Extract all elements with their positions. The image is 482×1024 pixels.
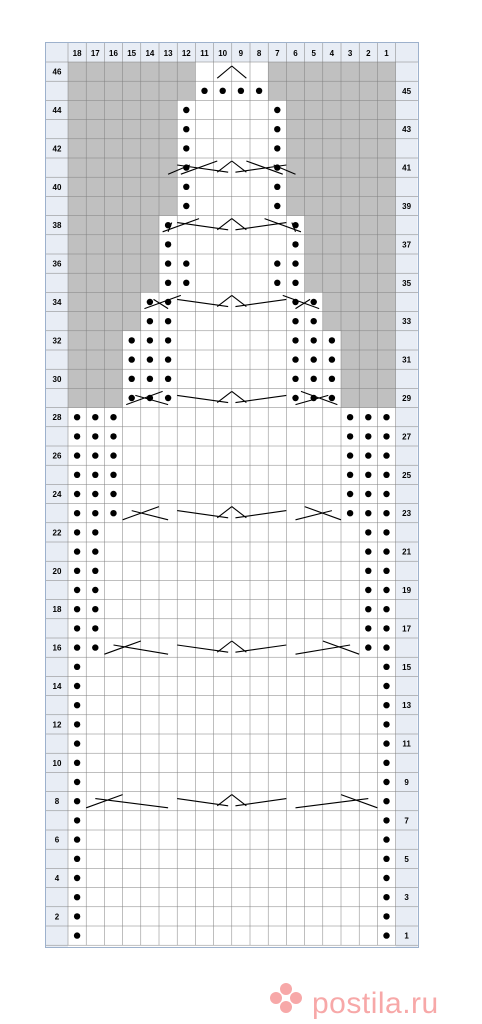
purl-dot bbox=[92, 644, 98, 650]
purl-dot bbox=[147, 337, 153, 343]
purl-dot bbox=[110, 472, 116, 478]
row-number-odd: 15 bbox=[402, 662, 412, 672]
no-stitch-cells-left bbox=[68, 81, 195, 100]
purl-dot bbox=[383, 740, 389, 746]
column-number: 17 bbox=[90, 49, 100, 58]
purl-dot bbox=[74, 491, 80, 497]
peak-left bbox=[217, 66, 232, 78]
purl-dot bbox=[383, 798, 389, 804]
purl-dot bbox=[383, 702, 389, 708]
purl-dot bbox=[183, 203, 189, 209]
cable-center-v-left bbox=[217, 795, 232, 806]
purl-dot bbox=[165, 280, 171, 286]
purl-dot bbox=[110, 433, 116, 439]
cable-right-run bbox=[296, 511, 332, 520]
purl-dot bbox=[383, 664, 389, 670]
purl-dot bbox=[74, 798, 80, 804]
purl-dot bbox=[383, 913, 389, 919]
row-number-even: 46 bbox=[52, 67, 62, 77]
purl-dot bbox=[92, 548, 98, 554]
purl-dot bbox=[238, 88, 244, 94]
purl-dot bbox=[110, 452, 116, 458]
purl-dot bbox=[274, 203, 280, 209]
purl-dot bbox=[165, 241, 171, 247]
purl-dot bbox=[365, 644, 371, 650]
row-number-odd: 35 bbox=[402, 278, 412, 288]
row-number-odd: 45 bbox=[402, 86, 412, 96]
purl-dot bbox=[292, 260, 298, 266]
row-number-odd: 25 bbox=[402, 470, 412, 480]
purl-dot bbox=[92, 472, 98, 478]
row-number-odd: 43 bbox=[402, 125, 412, 135]
purl-dot bbox=[92, 568, 98, 574]
cable-center-v-left bbox=[217, 507, 232, 518]
purl-dot bbox=[365, 452, 371, 458]
purl-dot bbox=[147, 376, 153, 382]
purl-dot bbox=[292, 356, 298, 362]
purl-dot bbox=[383, 568, 389, 574]
purl-dot bbox=[383, 414, 389, 420]
purl-dot bbox=[383, 721, 389, 727]
purl-dot bbox=[129, 337, 135, 343]
row-number-odd: 37 bbox=[402, 240, 412, 250]
purl-dot bbox=[92, 587, 98, 593]
column-number: 12 bbox=[181, 49, 191, 58]
purl-dot bbox=[292, 280, 298, 286]
row-number-even: 12 bbox=[52, 720, 62, 730]
row-number-odd: 19 bbox=[402, 586, 412, 595]
row-number-even: 34 bbox=[52, 298, 62, 307]
column-number: 14 bbox=[145, 49, 155, 58]
row-number-even: 18 bbox=[52, 605, 62, 615]
cable-center-v-left bbox=[217, 641, 232, 652]
no-stitch-cells-left bbox=[68, 388, 123, 407]
no-stitch-cells-right bbox=[268, 81, 395, 100]
purl-dot bbox=[383, 875, 389, 881]
row-number-even: 38 bbox=[52, 221, 62, 231]
column-number: 7 bbox=[275, 49, 280, 58]
cable-center-right bbox=[235, 799, 286, 806]
purl-dot bbox=[165, 395, 171, 401]
row-number-odd: 3 bbox=[404, 893, 409, 903]
purl-dot bbox=[74, 875, 80, 881]
purl-dot bbox=[165, 318, 171, 324]
purl-dot bbox=[383, 683, 389, 689]
purl-dot bbox=[74, 760, 80, 766]
purl-dot bbox=[274, 126, 280, 132]
no-stitch-cells-left bbox=[68, 235, 159, 254]
purl-dot bbox=[74, 932, 80, 938]
purl-dot bbox=[147, 299, 153, 305]
row-number-odd: 23 bbox=[402, 509, 412, 519]
purl-dot bbox=[347, 510, 353, 516]
purl-dot bbox=[74, 510, 80, 516]
cable-left-run bbox=[132, 511, 168, 520]
right-row-number-bar bbox=[396, 43, 418, 947]
purl-dot bbox=[365, 529, 371, 535]
column-number: 2 bbox=[366, 49, 371, 58]
purl-dot bbox=[74, 472, 80, 478]
purl-dot bbox=[183, 260, 189, 266]
purl-dot bbox=[110, 510, 116, 516]
purl-dot bbox=[129, 376, 135, 382]
row-number-even: 40 bbox=[52, 182, 62, 192]
purl-dot bbox=[74, 836, 80, 842]
purl-dot bbox=[92, 433, 98, 439]
purl-dot bbox=[74, 452, 80, 458]
cable-center-right bbox=[235, 645, 286, 652]
purl-dot bbox=[365, 568, 371, 574]
column-number: 1 bbox=[384, 49, 389, 58]
purl-dot bbox=[292, 376, 298, 382]
purl-dot bbox=[92, 414, 98, 420]
no-stitch-cells-right bbox=[341, 331, 396, 350]
purl-dot bbox=[311, 376, 317, 382]
purl-dot bbox=[311, 337, 317, 343]
row-number-odd: 29 bbox=[402, 394, 412, 403]
purl-dot bbox=[183, 280, 189, 286]
purl-dot bbox=[383, 433, 389, 439]
purl-dot bbox=[383, 472, 389, 478]
row-number-even: 20 bbox=[52, 566, 62, 576]
purl-dot bbox=[347, 472, 353, 478]
row-number-odd: 41 bbox=[402, 163, 412, 173]
row-number-even: 6 bbox=[54, 835, 60, 845]
purl-dot bbox=[329, 395, 335, 401]
purl-dot bbox=[147, 356, 153, 362]
purl-dot bbox=[74, 644, 80, 650]
column-number: 18 bbox=[72, 49, 82, 58]
purl-dot bbox=[165, 376, 171, 382]
purl-dot bbox=[365, 587, 371, 593]
purl-dot bbox=[383, 606, 389, 612]
purl-dot bbox=[329, 356, 335, 362]
purl-dot bbox=[183, 145, 189, 151]
column-number: 9 bbox=[238, 49, 244, 58]
no-stitch-cells-left bbox=[68, 273, 159, 292]
no-stitch-cells-left bbox=[68, 254, 159, 273]
cable-center-left bbox=[177, 511, 228, 518]
purl-dot bbox=[92, 625, 98, 631]
purl-dot bbox=[74, 587, 80, 593]
cable-center-v-left bbox=[217, 161, 232, 172]
purl-dot bbox=[74, 721, 80, 727]
purl-dot bbox=[365, 548, 371, 554]
purl-dot bbox=[383, 779, 389, 785]
row-number-even: 4 bbox=[54, 874, 60, 883]
purl-dot bbox=[74, 856, 80, 862]
purl-dot bbox=[74, 606, 80, 612]
purl-dot bbox=[256, 88, 262, 94]
no-stitch-cells-left bbox=[68, 369, 123, 388]
purl-dot bbox=[383, 760, 389, 766]
cable-left-run bbox=[95, 799, 168, 808]
no-stitch-cells-left bbox=[68, 350, 123, 369]
row-number-even: 36 bbox=[52, 259, 62, 269]
cable-center-v-left bbox=[217, 391, 232, 402]
purl-dot bbox=[347, 452, 353, 458]
purl-dot bbox=[129, 356, 135, 362]
purl-dot bbox=[383, 587, 389, 593]
cable-center-left bbox=[177, 645, 228, 652]
column-number: 3 bbox=[347, 49, 353, 58]
purl-dot bbox=[365, 510, 371, 516]
purl-dot bbox=[183, 184, 189, 190]
purl-dot bbox=[274, 280, 280, 286]
row-number-even: 24 bbox=[52, 490, 62, 499]
purl-dot bbox=[365, 625, 371, 631]
purl-dot bbox=[92, 510, 98, 516]
purl-dot bbox=[329, 376, 335, 382]
row-number-odd: 17 bbox=[402, 624, 412, 634]
purl-dot bbox=[74, 817, 80, 823]
row-number-even: 14 bbox=[52, 682, 62, 691]
cable-center-right bbox=[235, 511, 286, 518]
purl-dot bbox=[74, 433, 80, 439]
purl-dot bbox=[129, 395, 135, 401]
purl-dot bbox=[292, 318, 298, 324]
purl-dot bbox=[292, 241, 298, 247]
no-stitch-cells-right bbox=[268, 62, 395, 81]
purl-dot bbox=[292, 395, 298, 401]
purl-dot bbox=[183, 107, 189, 113]
row-number-odd: 9 bbox=[404, 778, 409, 787]
cable-center-left bbox=[177, 223, 228, 230]
chart-grid bbox=[46, 43, 418, 947]
purl-dot bbox=[74, 625, 80, 631]
column-number: 8 bbox=[256, 49, 262, 58]
no-stitch-cells-right bbox=[341, 350, 396, 369]
purl-dot bbox=[201, 88, 207, 94]
no-stitch-cells-right bbox=[305, 254, 396, 273]
purl-dot bbox=[220, 88, 226, 94]
row-number-even: 42 bbox=[52, 144, 62, 154]
column-number: 11 bbox=[200, 49, 209, 58]
purl-dot bbox=[74, 740, 80, 746]
row-number-even: 30 bbox=[52, 374, 62, 384]
purl-dot bbox=[292, 337, 298, 343]
column-number: 16 bbox=[109, 49, 118, 58]
purl-dot bbox=[365, 491, 371, 497]
row-number-odd: 27 bbox=[402, 432, 412, 442]
flower-logo-icon bbox=[270, 983, 302, 1013]
purl-dot bbox=[183, 126, 189, 132]
purl-dot bbox=[347, 491, 353, 497]
cable-center-v-left bbox=[217, 295, 232, 306]
row-number-even: 28 bbox=[52, 413, 62, 423]
purl-dot bbox=[74, 548, 80, 554]
cable-center-left bbox=[177, 395, 228, 402]
no-stitch-cells-right bbox=[305, 273, 396, 292]
cable-center-left bbox=[177, 299, 228, 306]
knitting-chart bbox=[45, 42, 419, 948]
purl-dot bbox=[92, 529, 98, 535]
purl-dot bbox=[92, 491, 98, 497]
purl-dot bbox=[74, 529, 80, 535]
purl-dot bbox=[165, 260, 171, 266]
row-number-odd: 31 bbox=[402, 355, 412, 365]
purl-dot bbox=[311, 299, 317, 305]
purl-dot bbox=[274, 145, 280, 151]
purl-dot bbox=[92, 606, 98, 612]
row-number-odd: 13 bbox=[402, 701, 412, 711]
purl-dot bbox=[274, 184, 280, 190]
cable-center-left bbox=[177, 799, 228, 806]
purl-dot bbox=[383, 452, 389, 458]
no-stitch-cells-right bbox=[305, 216, 396, 235]
purl-dot bbox=[165, 337, 171, 343]
purl-dot bbox=[383, 625, 389, 631]
purl-dot bbox=[274, 260, 280, 266]
row-number-even: 22 bbox=[52, 528, 62, 538]
purl-dot bbox=[74, 702, 80, 708]
purl-dot bbox=[365, 433, 371, 439]
column-number: 6 bbox=[293, 49, 298, 58]
no-stitch-cells-left bbox=[68, 216, 159, 235]
purl-dot bbox=[383, 491, 389, 497]
no-stitch-cells-right bbox=[341, 369, 396, 388]
purl-dot bbox=[383, 529, 389, 535]
purl-dot bbox=[110, 491, 116, 497]
column-number: 4 bbox=[329, 49, 335, 58]
row-number-odd: 1 bbox=[404, 931, 409, 941]
row-number-odd: 33 bbox=[402, 317, 412, 327]
purl-dot bbox=[329, 337, 335, 343]
purl-dot bbox=[383, 932, 389, 938]
purl-dot bbox=[311, 318, 317, 324]
purl-dot bbox=[365, 472, 371, 478]
purl-dot bbox=[92, 452, 98, 458]
column-number: 10 bbox=[218, 49, 228, 58]
purl-dot bbox=[365, 606, 371, 612]
purl-dot bbox=[347, 414, 353, 420]
purl-dot bbox=[383, 817, 389, 823]
purl-dot bbox=[147, 318, 153, 324]
row-number-odd: 39 bbox=[402, 202, 412, 211]
column-number: 13 bbox=[163, 49, 173, 58]
purl-dot bbox=[74, 913, 80, 919]
purl-dot bbox=[383, 836, 389, 842]
purl-dot bbox=[74, 568, 80, 574]
no-stitch-cells-left bbox=[68, 62, 195, 81]
column-number: 5 bbox=[311, 49, 316, 58]
purl-dot bbox=[311, 356, 317, 362]
purl-dot bbox=[383, 510, 389, 516]
row-number-even: 2 bbox=[54, 912, 60, 922]
row-number-odd: 7 bbox=[404, 816, 409, 826]
row-number-odd: 21 bbox=[402, 547, 412, 557]
purl-dot bbox=[110, 414, 116, 420]
cable-center-right bbox=[235, 395, 286, 402]
purl-dot bbox=[383, 548, 389, 554]
row-number-even: 8 bbox=[54, 797, 60, 807]
purl-dot bbox=[74, 779, 80, 785]
purl-dot bbox=[383, 894, 389, 900]
row-number-odd: 5 bbox=[404, 854, 409, 864]
row-number-odd: 11 bbox=[402, 739, 411, 749]
purl-dot bbox=[74, 894, 80, 900]
purl-dot bbox=[74, 664, 80, 670]
row-number-even: 16 bbox=[52, 643, 62, 653]
purl-dot bbox=[383, 644, 389, 650]
purl-dot bbox=[74, 414, 80, 420]
cable-center-v-left bbox=[217, 219, 232, 230]
row-number-even: 32 bbox=[52, 336, 62, 346]
peak-right bbox=[232, 66, 247, 78]
no-stitch-cells-right bbox=[305, 235, 396, 254]
column-number: 15 bbox=[127, 49, 137, 58]
purl-dot bbox=[365, 414, 371, 420]
row-number-even: 10 bbox=[52, 758, 62, 768]
row-number-even: 26 bbox=[52, 451, 62, 461]
purl-dot bbox=[165, 356, 171, 362]
row-number-even: 44 bbox=[52, 106, 62, 115]
purl-dot bbox=[347, 433, 353, 439]
purl-dot bbox=[274, 107, 280, 113]
purl-dot bbox=[74, 683, 80, 689]
no-stitch-cells-left bbox=[68, 331, 123, 350]
cable-center-right bbox=[235, 299, 286, 306]
watermark-text: postila.ru bbox=[312, 987, 439, 1020]
no-stitch-cells-right bbox=[341, 388, 396, 407]
purl-dot bbox=[383, 856, 389, 862]
